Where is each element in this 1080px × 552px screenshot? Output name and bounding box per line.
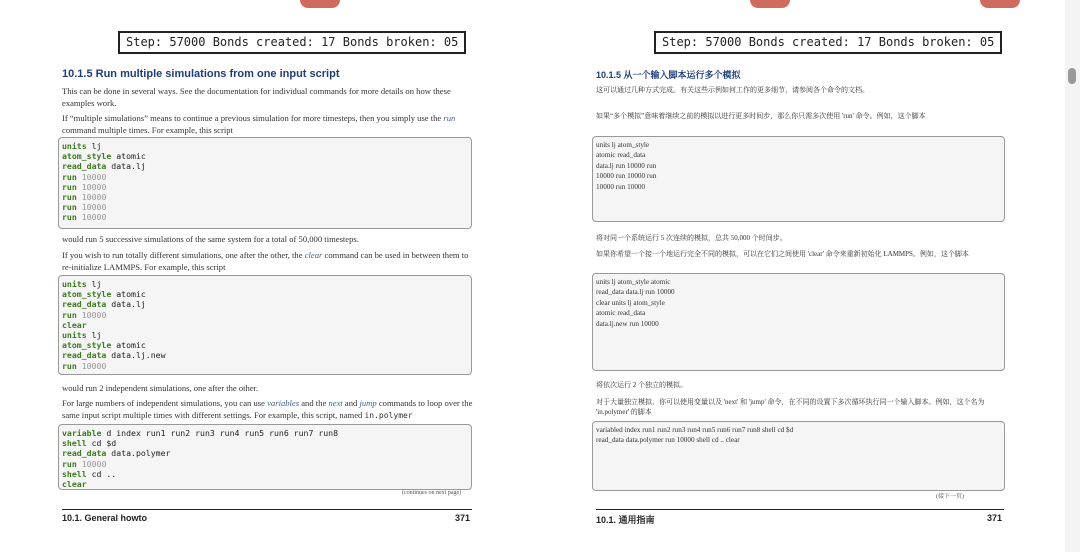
code-line [62, 469, 471, 479]
code-argument: 10000 [76, 181, 107, 192]
code-keyword: shell [62, 468, 87, 479]
code-argument: cd $d [86, 438, 117, 449]
code-keyword: atom_style [62, 151, 112, 162]
code-keyword: run [62, 181, 77, 192]
continues-note: (接下一页) [936, 494, 964, 500]
paragraph-independent: would run 2 independent simulations, one after the other. [62, 383, 259, 393]
code-keyword: clear [62, 319, 87, 330]
code-line [62, 459, 471, 469]
continues-note: (continues on next page) [402, 490, 462, 496]
code-keyword: atom_style [62, 340, 112, 351]
code-line: units lj atom_style atomic [596, 278, 671, 286]
step-status-box: Step: 57000 Bonds created: 17 Bonds broken: 05 [118, 31, 466, 54]
code-argument: 10000 [76, 192, 107, 203]
code-keyword: variable [62, 428, 102, 438]
code-keyword: run [62, 212, 77, 223]
section-heading: 10.1.5 Run multiple simulations from one input script [62, 68, 340, 80]
code-keyword: read_data [62, 161, 107, 172]
code-argument: 10000 [76, 212, 107, 223]
code-block-run-multiple [58, 137, 472, 229]
paragraph-clear: 如果你希望一个接一个地运行完全不同的模拟，可以在它们之间使用 'clear' 命令来重新初始化 LAMMPS。例如，这个脚本 [596, 250, 969, 258]
code-argument: 10000 [76, 171, 107, 182]
footer-page-number: 371 [455, 513, 471, 523]
code-line [62, 310, 471, 320]
code-keyword: clear [62, 479, 87, 490]
code-keyword: shell [62, 438, 87, 449]
red-marker [750, 0, 790, 8]
footer-section-title: 10.1. General howto [62, 513, 148, 523]
paragraph-loop-line1: 对于大量独立模拟，你可以使用变量以及 'next' 和 'jump' 命令，在不同的设置下多次循环执行同一个输入脚本。例如，这个名为 [596, 398, 985, 406]
code-line [62, 350, 471, 360]
code-argument: 10000 [76, 309, 107, 320]
code-block-clear [592, 273, 1005, 371]
code-keyword: run [62, 458, 77, 469]
code-line [62, 141, 471, 151]
code-line: 10000 run 10000 [596, 182, 646, 191]
right-page [540, 0, 1065, 552]
code-line [62, 448, 471, 458]
code-keyword: read_data [62, 299, 107, 310]
code-block-polymer-loop [592, 421, 1005, 491]
code-line: units lj atom_style [596, 141, 650, 149]
code-keyword: units [62, 279, 87, 289]
code-line [62, 289, 471, 299]
code-line [62, 212, 471, 222]
code-line: atomic read_data [596, 309, 646, 318]
left-page [0, 0, 530, 552]
paragraph-successive: 将对同一个系统运行 5 次连续的模拟，总共 50,000 个时间步。 [596, 234, 787, 242]
code-keyword: units [62, 330, 87, 341]
code-line [62, 330, 471, 340]
code-line [62, 151, 471, 161]
code-argument: data.lj [106, 299, 146, 310]
paragraph-intro: 这可以通过几种方式完成。有关这些示例如何工作的更多细节，请参阅各个命令的文档。 [596, 86, 869, 94]
code-argument: 10000 [76, 360, 107, 371]
footer-page-number: 371 [987, 513, 1003, 523]
code-keyword: read_data [62, 448, 107, 459]
code-line: variabled index run1 run2 run3 run4 run5 run6 run7 run8 shell cd $d [596, 426, 794, 434]
code-argument: 10000 [76, 458, 107, 469]
code-keyword: atom_style [62, 289, 112, 300]
step-status-box: Step: 57000 Bonds created: 17 Bonds broken: 05 [654, 31, 1002, 54]
code-line [62, 172, 471, 182]
code-line: data.lj.new run 10000 [596, 319, 659, 328]
footer-section-title: 10.1. 通用指南 [596, 515, 655, 525]
code-keyword: units [62, 141, 87, 151]
code-keyword: read_data [62, 350, 107, 361]
code-argument: atomic [111, 340, 146, 351]
scrollbar-thumb[interactable] [1068, 68, 1076, 84]
code-line [62, 438, 471, 448]
code-line: read_data data.lj run 10000 [596, 288, 675, 297]
footer-rule [596, 509, 1004, 510]
code-keyword: run [62, 309, 77, 320]
vertical-scrollbar[interactable] [1065, 0, 1080, 552]
code-argument: lj [86, 330, 102, 341]
code-argument: cd .. [86, 468, 117, 479]
code-argument: lj [86, 279, 102, 289]
code-keyword: run [62, 171, 77, 182]
code-line: clear units lj atom_style [596, 298, 665, 307]
code-argument: data.polymer [106, 448, 171, 459]
run-link[interactable]: run [443, 113, 456, 123]
paragraph-loop: For large numbers of independent simulations, you can use variables and the next and jump commands to loop over the same input script multiple times with different settings. For example, this script, named in.polymer [62, 398, 473, 420]
next-link[interactable]: next [328, 398, 343, 408]
paragraph-run: 如果“多个模拟”意味着继续之前的模拟以进行更多时间步，那么你只需多次使用 'run' 命令。例如，这个脚本 [596, 112, 926, 120]
code-argument: data.lj [106, 161, 146, 172]
code-line [62, 340, 471, 350]
paragraph-independent: 将依次运行 2 个独立的模拟。 [596, 381, 687, 389]
jump-link[interactable]: jump [359, 398, 377, 408]
code-line: atomic read_data [596, 151, 646, 160]
code-argument: data.lj.new [106, 350, 166, 361]
paragraph-intro: This can be done in several ways. See the documentation for individual commands for more details on how these examples work. [62, 86, 451, 108]
code-line [62, 279, 471, 289]
code-argument: d index run1 run2 run3 run4 run5 run6 run7 run8 [101, 428, 339, 438]
code-block-run-multiple [592, 136, 1005, 222]
code-line [62, 361, 471, 371]
red-marker [300, 0, 340, 8]
paragraph-loop-line2: 'in.polymer' 的脚本 [596, 408, 652, 416]
code-argument: atomic [111, 289, 146, 300]
code-argument: 10000 [76, 202, 107, 213]
code-line [62, 161, 471, 171]
code-block-polymer-loop [58, 424, 472, 490]
code-keyword: run [62, 192, 77, 203]
footer-rule [62, 509, 472, 510]
variables-link[interactable]: variables [267, 398, 300, 408]
code-line [62, 320, 471, 330]
code-line: read_data data.polymer run 10000 shell cd .. clear [596, 436, 740, 445]
code-keyword: run [62, 360, 77, 371]
clear-link[interactable]: clear [304, 250, 323, 260]
code-line: data.lj run 10000 run [596, 161, 657, 170]
code-line [62, 299, 471, 309]
code-line [62, 202, 471, 212]
paragraph-clear: If you wish to run totally different simulations, one after the other, the clear command can be used in between them to re-initialize LAMMPS. For example, this script [62, 250, 469, 272]
code-block-clear [58, 275, 472, 375]
code-keyword: run [62, 202, 77, 213]
code-line: 10000 run 10000 run [596, 172, 657, 181]
red-marker [980, 0, 1020, 8]
code-argument: atomic [111, 151, 146, 162]
paragraph-run: If “multiple simulations” means to continue a previous simulation for more timesteps, then you simply use the run command multiple times. For example, this script [62, 113, 456, 135]
paragraph-successive: would run 5 successive simulations of the same system for a total of 50,000 timesteps. [62, 234, 359, 244]
inline-code-filename: in.polymer [364, 410, 413, 420]
code-argument: lj [86, 141, 102, 151]
section-heading: 10.1.5 从一个输入脚本运行多个模拟 [596, 70, 741, 80]
code-line [62, 479, 471, 489]
code-line [62, 182, 471, 192]
code-line [62, 192, 471, 202]
code-line [62, 428, 471, 438]
